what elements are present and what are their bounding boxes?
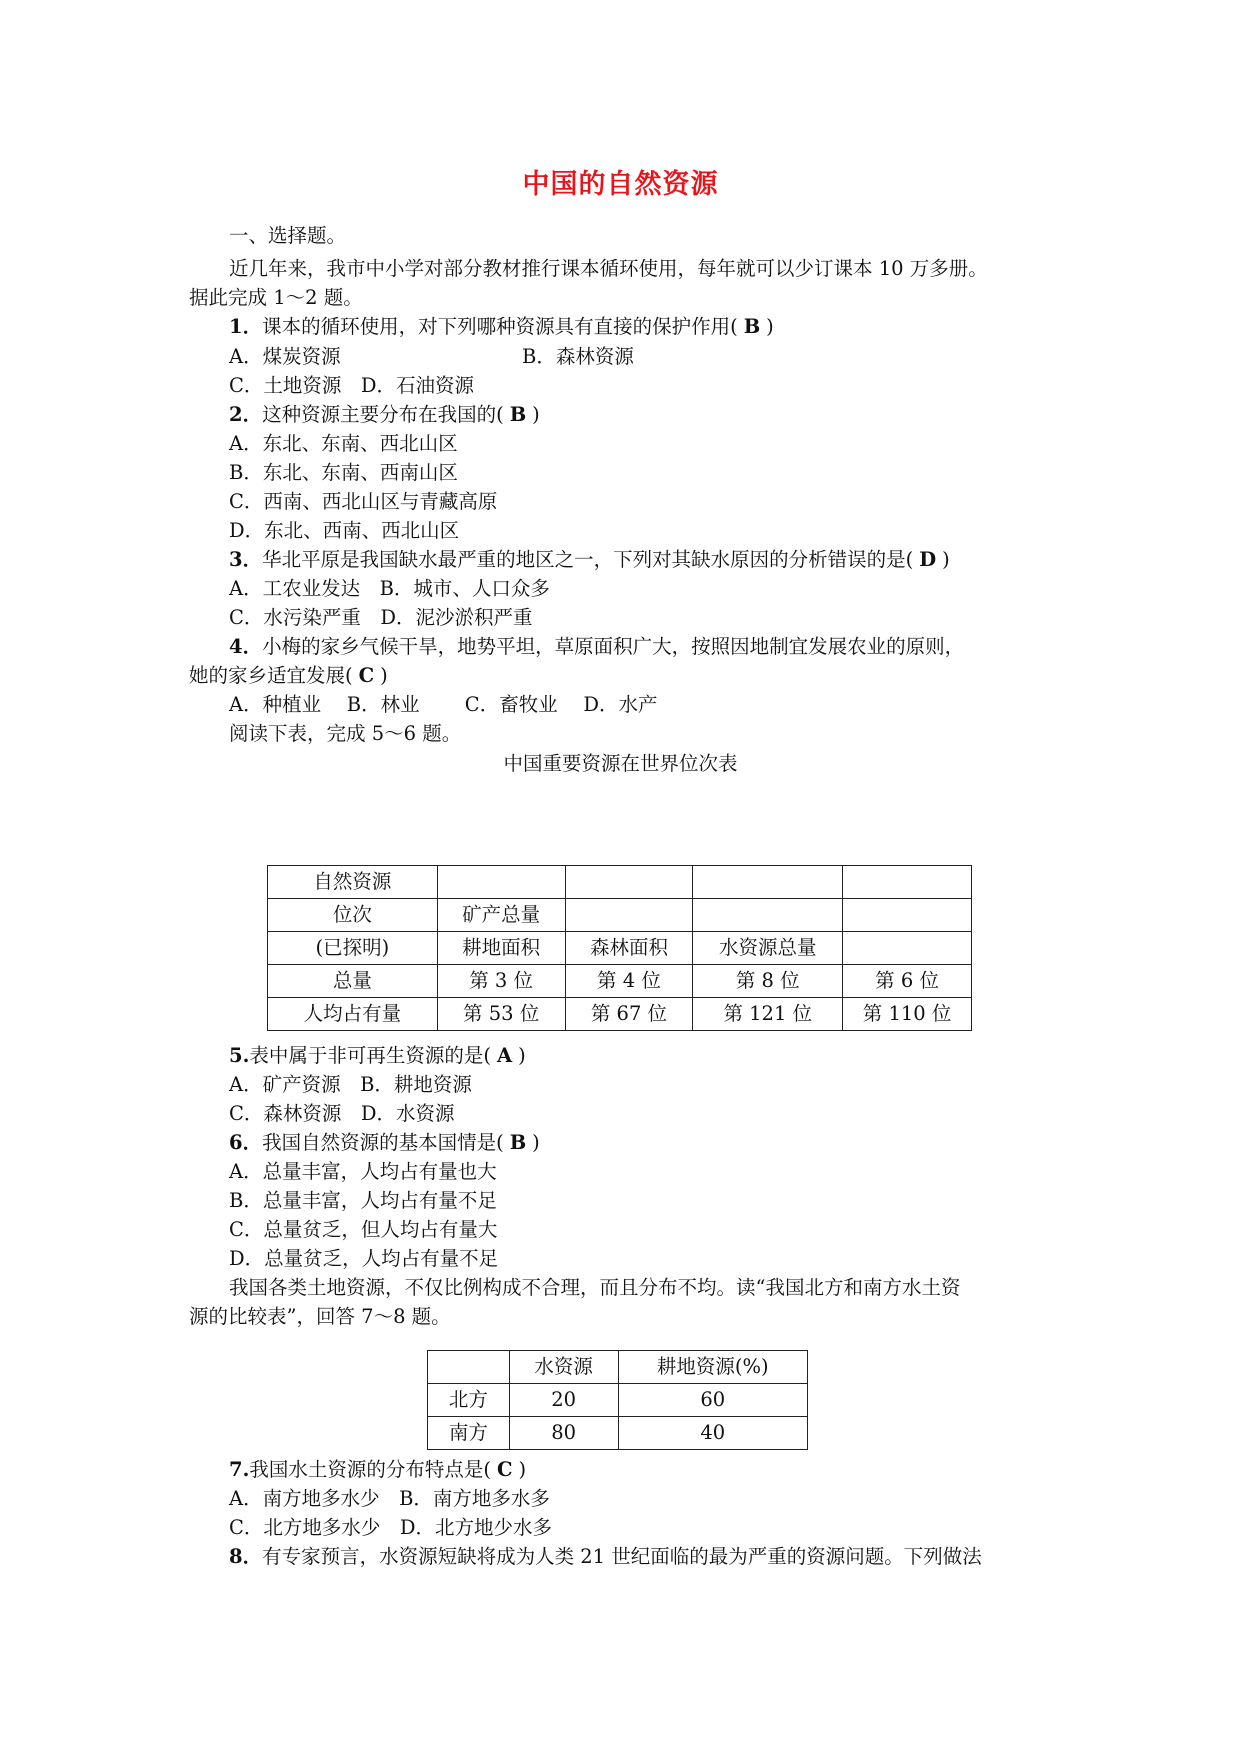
question-stem: 有专家预言，水资源短缺将成为人类 21 世纪面临的最为严重的资源问题。下列做法 — [262, 1545, 982, 1568]
table-1-caption: 中国重要资源在世界位次表 — [503, 752, 738, 775]
intro-1-line-1: 近几年来，我市中小学对部分教材推行课本循环使用，每年就可以少订课本 10 万多册。 — [229, 257, 988, 280]
option: C．西南、西北山区与青藏高原 — [229, 490, 498, 513]
table-row — [268, 866, 972, 899]
table-row — [428, 1417, 808, 1450]
table-cell: 北方 — [428, 1384, 510, 1417]
question-5 — [229, 1043, 526, 1069]
options-cd: C．土地资源 D．石油资源 — [229, 374, 475, 397]
table-row — [268, 932, 972, 965]
answer-close: ) — [942, 548, 950, 571]
table-cell: 第 3 位 — [437, 965, 565, 998]
table-cell: 第 67 位 — [565, 998, 693, 1031]
option: C．北方地多水少 D．北方地少水多 — [229, 1516, 553, 1539]
table-cell: 80 — [509, 1417, 618, 1450]
table-cell: 位次 — [268, 899, 438, 932]
question-stem: 表中属于非可再生资源的是( — [249, 1044, 491, 1067]
option: B．东北、东南、西南山区 — [229, 461, 458, 484]
question-7 — [229, 1457, 526, 1483]
question-stem: 她的家乡适宜发展( — [189, 664, 353, 687]
question-stem: 课本的循环使用，对下列哪种资源具有直接的保护作用( — [262, 315, 738, 338]
table-cell: 总量 — [268, 965, 438, 998]
option: A．种植业 B．林业 C．畜牧业 D．水产 — [229, 693, 658, 716]
question-2 — [229, 402, 540, 428]
question-6 — [229, 1130, 540, 1156]
table-cell: 第 4 位 — [565, 965, 693, 998]
answer-close: ) — [518, 1458, 527, 1481]
table-row — [268, 899, 972, 932]
answer: A — [496, 1044, 513, 1067]
question-stem: 我国水土资源的分布特点是( — [249, 1458, 491, 1481]
table-cell: 矿产总量 — [437, 899, 565, 932]
section-heading: 一、选择题。 — [229, 224, 347, 247]
table-cell: 南方 — [428, 1417, 510, 1450]
table-cell — [843, 932, 972, 965]
option: A．矿产资源 B．耕地资源 — [229, 1073, 472, 1096]
table-row — [268, 998, 972, 1031]
table-cell: 水资源总量 — [693, 932, 843, 965]
answer: D — [919, 548, 937, 571]
option: C．森林资源 D．水资源 — [229, 1102, 455, 1125]
answer: B — [509, 1131, 527, 1154]
question-number: 1． — [229, 315, 263, 338]
table-cell: 第 8 位 — [693, 965, 843, 998]
table-cell: 耕地资源(%) — [618, 1351, 808, 1384]
resource-rank-table — [267, 865, 972, 1031]
option: D．总量贫乏，人均占有量不足 — [229, 1247, 499, 1270]
answer: B — [743, 315, 761, 338]
north-south-table — [427, 1350, 808, 1450]
option: A．总量丰富，人均占有量也大 — [229, 1160, 497, 1183]
table-cell — [693, 899, 843, 932]
table-cell: 第 121 位 — [693, 998, 843, 1031]
question-3 — [229, 547, 950, 573]
question-number: 8． — [229, 1545, 263, 1568]
table-cell — [565, 899, 693, 932]
page-title: 中国的自然资源 — [522, 169, 719, 200]
question-stem: 华北平原是我国缺水最严重的地区之一，下列对其缺水原因的分析错误的是( — [262, 548, 914, 571]
option: A．东北、东南、西北山区 — [229, 432, 458, 455]
option: C．水污染严重 D．泥沙淤积严重 — [229, 606, 533, 629]
intro-1-line-2: 据此完成 1～2 题。 — [189, 286, 363, 309]
question-stem: 小梅的家乡气候干旱，地势平坦，草原面积广大，按照因地制宜发展农业的原则， — [262, 635, 965, 658]
option-b: B．森林资源 — [522, 345, 634, 368]
intro-3-line-2: 源的比较表”，回答 7～8 题。 — [189, 1305, 451, 1328]
question-4-cont — [189, 663, 388, 689]
question-stem: 这种资源主要分布在我国的( — [262, 403, 504, 426]
table-row — [428, 1351, 808, 1384]
option: B．总量丰富，人均占有量不足 — [229, 1189, 497, 1212]
intro-3-line-1: 我国各类土地资源，不仅比例构成不合理，而且分布不均。读“我国北方和南方水土资 — [229, 1276, 961, 1299]
answer-close: ) — [518, 1044, 526, 1067]
intro-2: 阅读下表，完成 5～6 题。 — [229, 722, 462, 745]
table-cell — [843, 899, 972, 932]
option-a: A．煤炭资源 — [229, 345, 341, 368]
table-cell: 第 110 位 — [843, 998, 972, 1031]
table-cell: 人均占有量 — [268, 998, 438, 1031]
option: C．总量贫乏，但人均占有量大 — [229, 1218, 498, 1241]
table-cell: (已探明) — [268, 932, 438, 965]
table-cell: 耕地面积 — [437, 932, 565, 965]
question-stem: 我国自然资源的基本国情是( — [262, 1131, 504, 1154]
answer: C — [496, 1458, 513, 1481]
answer-close: ) — [532, 1131, 540, 1154]
table-cell: 60 — [618, 1384, 808, 1417]
table-cell — [565, 866, 693, 899]
option: A．工农业发达 B．城市、人口众多 — [229, 577, 550, 600]
table-cell — [843, 866, 972, 899]
table-cell — [437, 866, 565, 899]
table-cell: 森林面积 — [565, 932, 693, 965]
table-cell: 20 — [509, 1384, 618, 1417]
option: D．东北、西南、西北山区 — [229, 519, 460, 542]
answer: C — [358, 664, 375, 687]
table-cell: 水资源 — [509, 1351, 618, 1384]
table-cell: 自然资源 — [268, 866, 438, 899]
question-number: 4． — [229, 635, 263, 658]
table-cell — [428, 1351, 510, 1384]
table-cell: 第 6 位 — [843, 965, 972, 998]
answer-close: ) — [766, 315, 774, 338]
table-cell: 第 53 位 — [437, 998, 565, 1031]
question-1 — [229, 314, 774, 340]
answer: B — [509, 403, 527, 426]
answer-close: ) — [380, 664, 388, 687]
answer-close: ) — [532, 403, 540, 426]
question-8 — [229, 1544, 982, 1570]
table-row — [268, 965, 972, 998]
option: A．南方地多水少 B．南方地多水多 — [229, 1487, 550, 1510]
table-cell — [693, 866, 843, 899]
question-number: 6． — [229, 1131, 263, 1154]
question-number: 3． — [229, 548, 263, 571]
table-cell: 40 — [618, 1417, 808, 1450]
question-number: 5. — [229, 1044, 250, 1067]
question-number: 2． — [229, 403, 263, 426]
question-number: 7. — [229, 1458, 250, 1481]
table-row — [428, 1384, 808, 1417]
question-4 — [229, 634, 964, 660]
